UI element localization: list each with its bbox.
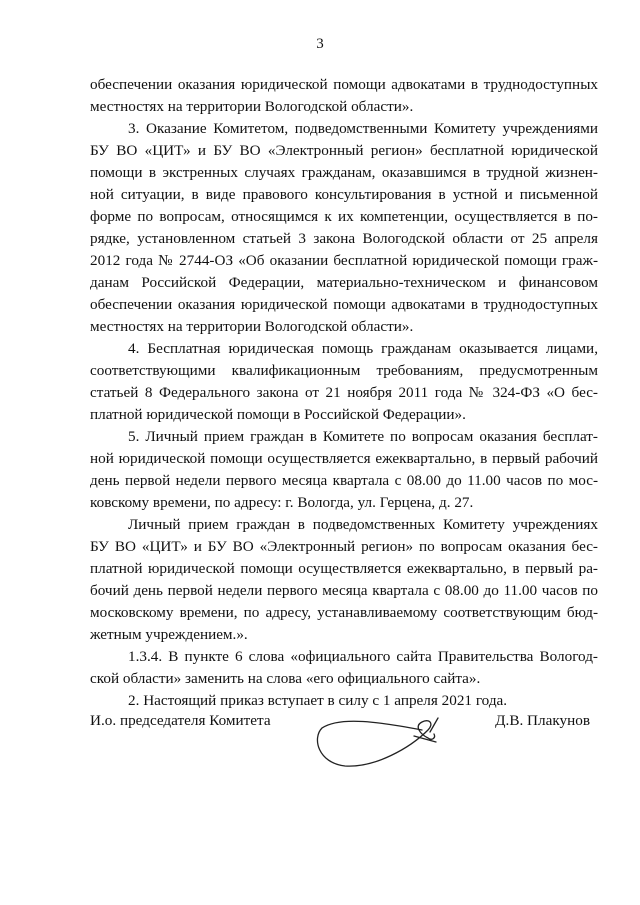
text-line: Личный прием граждан в подведомственных Комитету учреждениях	[128, 516, 598, 533]
handwritten-signature	[310, 708, 440, 778]
text-line: помощи в экстренных случаях гражданам, оказавшимся в трудной жизнен-	[90, 164, 598, 181]
document-body	[90, 74, 598, 712]
text-line: обеспечении оказания юридической помощи адвокатами в труднодоступных	[90, 76, 598, 93]
text-line: 5. Личный прием граждан в Комитете по вопросам оказания бесплат-	[128, 428, 598, 445]
text-line: данам Российской Федерации, материально-техническом и финансовом	[90, 274, 598, 291]
text-line: местностях на территории Вологодской области».	[90, 318, 414, 335]
signature-block	[90, 708, 598, 778]
text-line: день первой недели первого месяца квартала с 08.00 до 11.00 часов по мос-	[90, 472, 598, 489]
text-line: ной юридической помощи осуществляется ежеквартально, в первый рабочий	[90, 450, 598, 467]
text-line: ковскому времени, по адресу: г. Вологда, ул. Герцена, д. 27.	[90, 494, 474, 511]
text-line: 1.3.4. В пункте 6 слова «официального сайта Правительства Вологод-	[128, 648, 598, 665]
signatory-position: И.о. председателя Комитета	[90, 712, 271, 729]
text-line: обеспечении оказания юридической помощи адвокатами в труднодоступных	[90, 296, 598, 313]
page-number: 3	[316, 36, 324, 52]
text-line: местностях на территории Вологодской области».	[90, 98, 414, 115]
text-line: ской области» заменить на слова «его официального сайта».	[90, 670, 481, 687]
signatory-name: Д.В. Плакунов	[495, 712, 590, 729]
text-line: платной юридической помощи в Российской Федерации».	[90, 406, 466, 423]
text-line: форме по вопросам, относящимся к их компетенции, осуществляется в по-	[90, 208, 598, 225]
text-line: соответствующими квалификационным требованиям, предусмотренным	[90, 362, 598, 379]
text-line: рядке, установленном статьей 3 закона Вологодской области от 25 апреля	[90, 230, 598, 247]
text-line: БУ ВО «ЦИТ» и БУ ВО «Электронный регион» бесплатной юридической	[90, 142, 598, 159]
text-line: статьей 8 Федерального закона от 21 ноября 2011 года № 324-ФЗ «О бес-	[90, 384, 598, 401]
text-line: ной ситуации, в виде правового консультирования в устной и письменной	[90, 186, 598, 203]
text-line: 3. Оказание Комитетом, подведомственными Комитету учреждениями	[128, 120, 598, 137]
text-line: бочий день первой недели первого месяца квартала с 08.00 до 11.00 часов по	[90, 582, 598, 599]
text-line: платной юридической помощи осуществляется ежеквартально, в первый ра-	[90, 560, 598, 577]
text-line: жетным учреждением.».	[90, 626, 248, 643]
text-line: московскому времени, по адресу, устанавливаемому соответствующим бюд-	[90, 604, 598, 621]
text-line: 2. Настоящий приказ вступает в силу с 1 апреля 2021 года.	[128, 692, 508, 709]
text-line: БУ ВО «ЦИТ» и БУ ВО «Электронный регион» по вопросам оказания бес-	[90, 538, 598, 555]
text-line: 2012 года № 2744-ОЗ «Об оказании бесплатной юридической помощи граж-	[90, 252, 598, 269]
text-line: 4. Бесплатная юридическая помощь гражданам оказывается лицами,	[128, 340, 598, 357]
